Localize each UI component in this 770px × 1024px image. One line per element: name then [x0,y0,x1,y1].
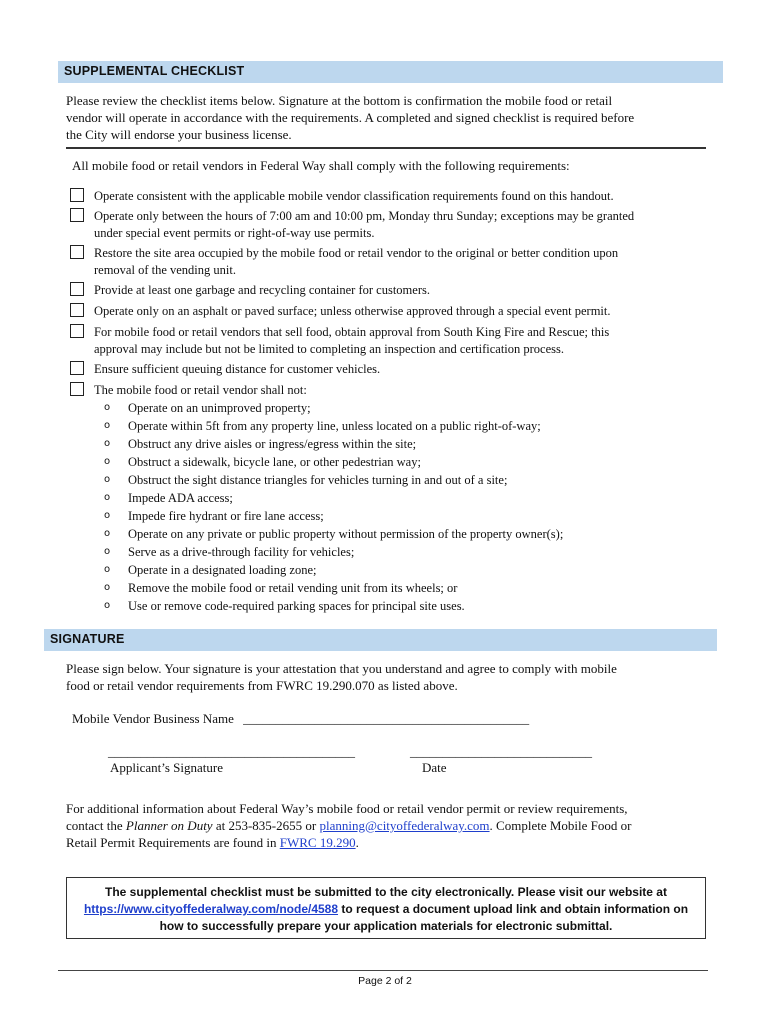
prohibited-activity-text: Impede fire hydrant or fire lane access; [128,509,324,523]
bullet-circle-icon: o [104,438,111,449]
section-header-signature [44,629,717,651]
intro-line: Please review the checklist items below. Signature at the bottom is confirmation the mobile food or retail [66,93,613,108]
checklist-item-text [94,188,674,205]
bullet-circle-icon: o [104,402,111,413]
prohibited-activity-text: Remove the mobile food or retail vending unit from its wheels; or [128,581,458,595]
notice-line [67,901,705,918]
item-line: Ensure sufficient queuing distance for customer vehicles. [94,362,381,376]
prohibited-activity-text: Impede ADA access; [128,491,233,505]
contact-line: For additional information about Federal Way’s mobile food or retail vendor permit or review requirements, [66,801,628,816]
email-link[interactable]: planning@cityoffederalway.com [319,818,490,833]
checkbox[interactable] [70,324,84,338]
business-name-field[interactable] [72,711,529,727]
item-line: The mobile food or retail vendor shall not: [94,383,307,397]
section-title: SIGNATURE [50,632,125,646]
checkbox[interactable] [70,245,84,259]
item-line: approval may include but not be limited to completing an inspection and certification process. [94,341,565,356]
intro-line: vendor will operate in accordance with the requirements. A completed and signed checklist is required before [66,110,635,125]
checkbox[interactable] [70,361,84,375]
checkbox[interactable] [70,208,84,222]
prohibited-activity-text: Obstruct the sight distance triangles for vehicles turning in and out of a site; [128,473,508,487]
page-number: Page 2 of 2 [358,975,412,987]
divider [66,147,706,149]
prohibited-activity-text: Operate within 5ft from any property line, unless located on a public right-of-way; [128,419,541,433]
prohibited-activity-text: Obstruct a sidewalk, bicycle lane, or other pedestrian way; [128,455,421,469]
intro-line: food or retail vendor requirements from FWRC 19.290.070 as listed above. [66,678,458,693]
submission-notice-box [66,877,706,939]
notice-line: how to successfully prepare your application materials for electronic submittal. [159,919,613,933]
item-line: under special event permits or right-of-way use permits. [94,225,375,240]
planner-on-duty: Planner on Duty [125,818,213,833]
checklist-item-text [94,324,674,357]
business-name-label: Mobile Vendor Business Name [72,711,234,726]
checkbox[interactable] [70,188,84,202]
item-line: Operate only on an asphalt or paved surface; unless otherwise approved through a special event permit. [94,304,611,318]
bullet-circle-icon: o [104,492,111,503]
bullet-circle-icon: o [104,546,111,557]
bullet-circle-icon: o [104,564,111,575]
checkbox[interactable] [70,382,84,396]
bullet-circle-icon: o [104,600,111,611]
applicant-signature-line[interactable]: ______________________________________ [108,744,355,759]
item-line: Provide at least one garbage and recycling container for customers. [94,283,430,297]
prohibited-activity-text: Operate on any private or public property without permission of the property owner(s); [128,527,564,541]
section-header-supplemental-checklist [58,61,723,83]
checklist-item-text [94,361,674,378]
prohibited-activity-text: Operate on an unimproved property; [128,401,311,415]
signature-intro [66,660,706,694]
applicant-signature-label: Applicant’s Signature [110,760,224,775]
website-link[interactable]: https://www.cityoffederalway.com/node/4588 [83,902,339,916]
checkbox[interactable] [70,303,84,317]
contact-paragraph [66,800,716,851]
item-line: removal of the vending unit. [94,262,236,277]
contact-text: . [355,835,359,850]
fwrc-link[interactable]: FWRC 19.290 [279,835,356,850]
prohibited-activity-text: Serve as a drive-through facility for vehicles; [128,545,355,559]
prohibited-activity-text: Operate in a designated loading zone; [128,563,317,577]
checklist-item-text [94,208,674,241]
intro-line: Please sign below. Your signature is your attestation that you understand and agree to comply with mobile [66,661,617,676]
checklist-item-text [94,245,674,278]
notice-text: to request a document upload link and obtain information on [338,902,689,916]
checklist-lead: All mobile food or retail vendors in Federal Way shall comply with the following requirements: [72,158,570,173]
bullet-circle-icon: o [104,420,111,431]
item-line: Operate consistent with the applicable mobile vendor classification requirements found on this handout. [94,189,614,203]
checklist-item-text [94,382,674,399]
contact-text: . Complete Mobile Food or [489,818,632,833]
business-name-line[interactable]: ____________________________________________ [243,711,530,726]
date-label: Date [422,760,447,775]
checkbox[interactable] [70,282,84,296]
checklist-item-text [94,303,674,320]
notice-line: The supplemental checklist must be submitted to the city electronically. Please visit our website at [105,885,667,899]
section-title: SUPPLEMENTAL CHECKLIST [64,64,245,78]
footer-divider [58,970,708,971]
bullet-circle-icon: o [104,510,111,521]
contact-text: contact the [66,818,126,833]
prohibited-activity-text: Use or remove code-required parking spaces for principal site uses. [128,599,465,613]
contact-line [66,834,716,851]
bullet-circle-icon: o [104,582,111,593]
bullet-circle-icon: o [104,474,111,485]
checklist-intro [66,92,706,143]
date-line[interactable]: ____________________________ [410,744,592,759]
contact-text: at 253-835-2655 or [212,818,320,833]
bullet-circle-icon: o [104,456,111,467]
item-line: For mobile food or retail vendors that sell food, obtain approval from South King Fire and Rescue; this [94,325,610,339]
prohibited-activity-text: Obstruct any drive aisles or ingress/egress within the site; [128,437,417,451]
item-line: Restore the site area occupied by the mobile food or retail vendor to the original or better condition upon [94,246,619,260]
intro-line: the City will endorse your business license. [66,127,292,142]
contact-line [66,817,716,834]
contact-text: Retail Permit Requirements are found in [66,835,280,850]
item-line: Operate only between the hours of 7:00 am and 10:00 pm, Monday thru Sunday; exceptions may be granted [94,209,635,223]
checklist-item-text [94,282,674,299]
bullet-circle-icon: o [104,528,111,539]
